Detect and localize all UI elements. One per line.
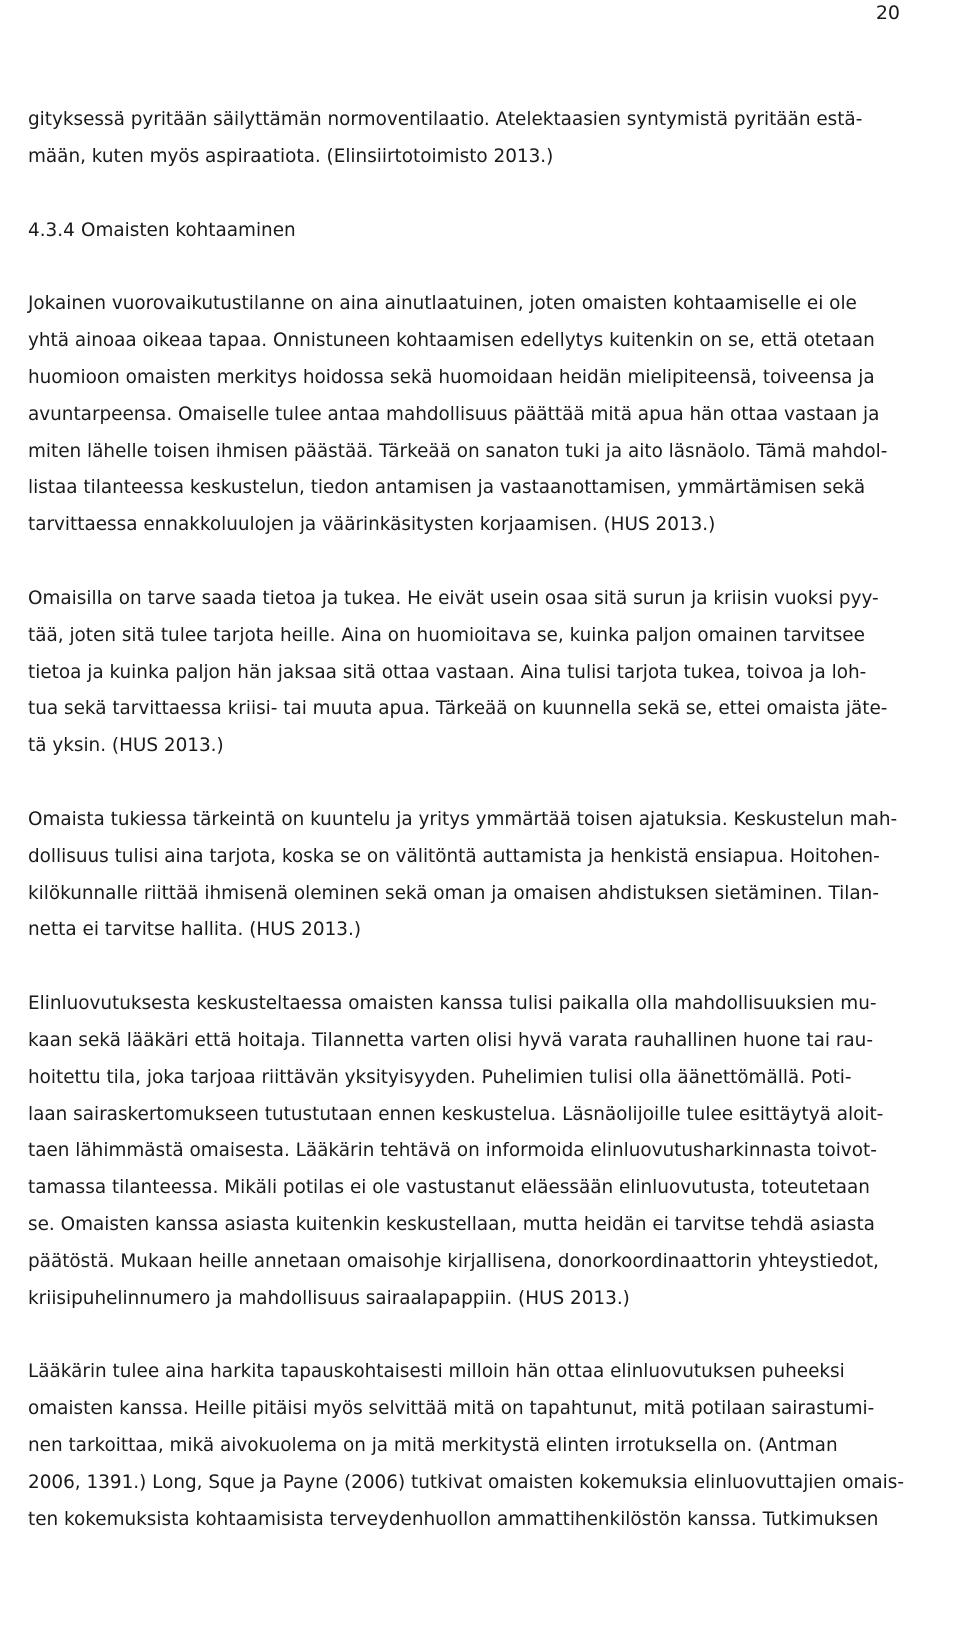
text-line: 2006, 1391.) Long, Sque ja Payne (2006) tutkivat omaisten kokemuksia elinluovuttajien omais- — [28, 1471, 904, 1493]
text-line: mään, kuten myös aspiraatiota. (Elinsiirtotoimisto 2013.) — [28, 145, 554, 167]
paragraph — [28, 102, 933, 176]
body-text — [28, 102, 933, 1538]
text-line: Omaista tukiessa tärkeintä on kuuntelu ja yritys ymmärtää toisen ajatuksia. Keskustelun mah- — [28, 808, 898, 830]
paragraph — [28, 802, 933, 949]
paragraph — [28, 286, 933, 544]
paragraph — [28, 986, 933, 1317]
text-line: Elinluovutuksesta keskusteltaessa omaisten kanssa tulisi paikalla olla mahdollisuuksien mu- — [28, 993, 877, 1015]
text-line: avuntarpeensa. Omaiselle tulee antaa mahdollisuus päättää mitä apua hän ottaa vastaan ja — [28, 403, 880, 425]
text-line: päätöstä. Mukaan heille annetaan omaisohje kirjallisena, donorkoordinaattorin yhteystiedot, — [28, 1250, 879, 1272]
text-line: kilökunnalle riittää ihmisenä oleminen sekä oman ja omaisen ahdistuksen sietäminen. Tilan- — [28, 882, 879, 904]
text-line: tarvittaessa ennakkoluulojen ja väärinkäsitysten korjaamisen. (HUS 2013.) — [28, 514, 716, 536]
text-line: Jokainen vuorovaikutustilanne on aina ainutlaatuinen, joten omaisten kohtaamiselle ei ole — [28, 293, 857, 315]
page-number: 20 — [875, 2, 900, 24]
text-line: kaan sekä lääkäri että hoitaja. Tilannetta varten olisi hyvä varata rauhallinen huone tai rau- — [28, 1029, 873, 1051]
text-line: nen tarkoittaa, mikä aivokuolema on ja mitä merkitystä elinten irrotuksella on. (Antman — [28, 1434, 838, 1456]
text-line: tä yksin. (HUS 2013.) — [28, 735, 224, 757]
paragraph — [28, 1354, 933, 1538]
text-line: tamassa tilanteessa. Mikäli potilas ei ole vastustanut eläessään elinluovutusta, toteutetaan — [28, 1177, 870, 1199]
text-line: omaisten kanssa. Heille pitäisi myös selvittää mitä on tapahtunut, mitä potilaan sairastumi- — [28, 1398, 875, 1420]
text-line: tietoa ja kuinka paljon hän jaksaa sitä ottaa vastaan. Aina tulisi tarjota tukea, toivoa ja loh- — [28, 661, 867, 683]
text-line: kriisipuhelinnumero ja mahdollisuus sairaalapappiin. (HUS 2013.) — [28, 1287, 630, 1309]
text-line: tua sekä tarvittaessa kriisi- tai muuta apua. Tärkeää on kuunnella sekä se, ettei omaista jäte- — [28, 698, 888, 720]
section-heading — [28, 213, 933, 250]
text-line: laan sairaskertomukseen tutustutaan ennen keskustelua. Läsnäolijoille tulee esittäytyä aloit- — [28, 1103, 884, 1125]
section-title: Omaisten kohtaaminen — [81, 219, 296, 241]
text-line: gityksessä pyritään säilyttämän normoventilaatio. Atelektaasien syntymistä pyritään estä- — [28, 109, 863, 130]
text-line: ten kokemuksista kohtaamisista terveydenhuollon ammattihenkilöstön kanssa. Tutkimuksen — [28, 1508, 879, 1530]
text-line: Lääkärin tulee aina harkita tapauskohtaisesti milloin hän ottaa elinluovutuksen puheeksi — [28, 1361, 845, 1383]
text-line: netta ei tarvitse hallita. (HUS 2013.) — [28, 919, 361, 941]
text-line: miten lähelle toisen ihmisen päästää. Tärkeää on sanaton tuki ja aito läsnäolo. Tämä mahdol- — [28, 440, 888, 462]
paragraph — [28, 581, 933, 765]
text-line: taen lähimmästä omaisesta. Lääkärin tehtävä on informoida elinluovutusharkinnasta toivot- — [28, 1140, 877, 1162]
section-number: 4.3.4 — [28, 219, 75, 241]
text-line: yhtä ainoaa oikeaa tapaa. Onnistuneen kohtaamisen edellytys kuitenkin on se, että otetaan — [28, 330, 875, 352]
text-line: tää, joten sitä tulee tarjota heille. Aina on huomioitava se, kuinka paljon omainen tarvitsee — [28, 624, 865, 646]
text-line: se. Omaisten kanssa asiasta kuitenkin keskustellaan, mutta heidän ei tarvitse tehdä asiasta — [28, 1213, 875, 1235]
text-line: dollisuus tulisi aina tarjota, koska se on välitöntä auttamista ja henkistä ensiapua. Hoitohen- — [28, 845, 880, 867]
text-line: Omaisilla on tarve saada tietoa ja tukea. He eivät usein osaa sitä surun ja kriisin vuoksi pyy- — [28, 587, 879, 609]
text-line: huomioon omaisten merkitys hoidossa sekä huomoidaan heidän mielipiteensä, toiveensa ja — [28, 366, 875, 388]
text-line: hoitettu tila, joka tarjoaa riittävän yksityisyyden. Puhelimien tulisi olla äänettömällä. Poti- — [28, 1066, 852, 1088]
text-line: listaa tilanteessa keskustelun, tiedon antamisen ja vastaanottamisen, ymmärtämisen sekä — [28, 477, 866, 499]
